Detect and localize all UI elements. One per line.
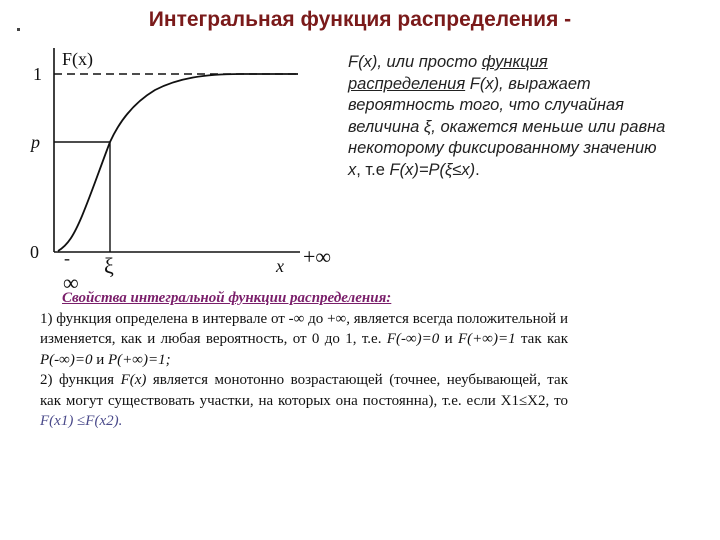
infinity-sign: ∞: [63, 270, 79, 290]
y-axis-label: F(x): [62, 49, 93, 69]
property-1-formula-c: P(-∞)=0: [40, 351, 93, 368]
property-2: [40, 370, 568, 432]
cdf-curve: [58, 74, 298, 251]
origin-label: 0: [30, 242, 39, 262]
definition-ie: , т.е: [356, 160, 390, 179]
definition-fx: F(x), или просто: [348, 53, 482, 71]
property-1-text: 1) функция определена в интервале от -∞ до +∞, является всегда положительной и изменяется, как и любая вероятность, от 0 до 1, т.е.: [40, 310, 568, 347]
distribution-function-graph: [0, 40, 345, 290]
slide-title: Интегральная функция распределения -: [148, 8, 572, 31]
y-tick-one: 1: [33, 64, 42, 84]
property-1: [40, 309, 568, 371]
property-2-text: 2) функция: [40, 372, 121, 388]
definition-body: F(x), выражает вероятность того, что случайная величина ξ, окажется меньше или равна некоторому фиксированному значению: [348, 74, 666, 157]
property-1-and-2: и: [92, 351, 108, 368]
property-1-formula-d: P(+∞)=1;: [108, 351, 171, 368]
property-1-and: и: [439, 331, 458, 347]
property-1-formula-a: F(-∞)=0: [386, 331, 440, 347]
definition-formula: F(x)=P(ξ≤x): [389, 160, 476, 179]
xi-label: ξ: [104, 253, 114, 278]
definition-x: x: [348, 160, 357, 179]
definition-text: [348, 52, 668, 181]
properties-section: [40, 288, 568, 432]
property-2-formula-a: F(x): [120, 372, 147, 388]
definition-term: функция распределения: [348, 53, 548, 93]
plus-infinity-label: +∞: [303, 244, 332, 269]
definition-period: .: [475, 160, 480, 179]
corner-dot: [17, 28, 20, 31]
property-2-body: является монотонно возрастающей (точнее, неубывающей, так как могут существовать участки, на которых она постоянна), т.е. если X1≤X2, то: [40, 372, 568, 409]
property-2-formula-b: F(x1) ≤F(x2).: [40, 413, 123, 429]
y-tick-p: p: [31, 132, 40, 152]
x-axis-label: x: [276, 256, 284, 276]
minus-sign: -: [64, 248, 70, 268]
properties-title: Свойства интегральной функции распределения:: [62, 290, 392, 306]
property-1-formula-b: F(+∞)=1: [458, 331, 516, 347]
property-1-since: так как: [515, 331, 568, 347]
